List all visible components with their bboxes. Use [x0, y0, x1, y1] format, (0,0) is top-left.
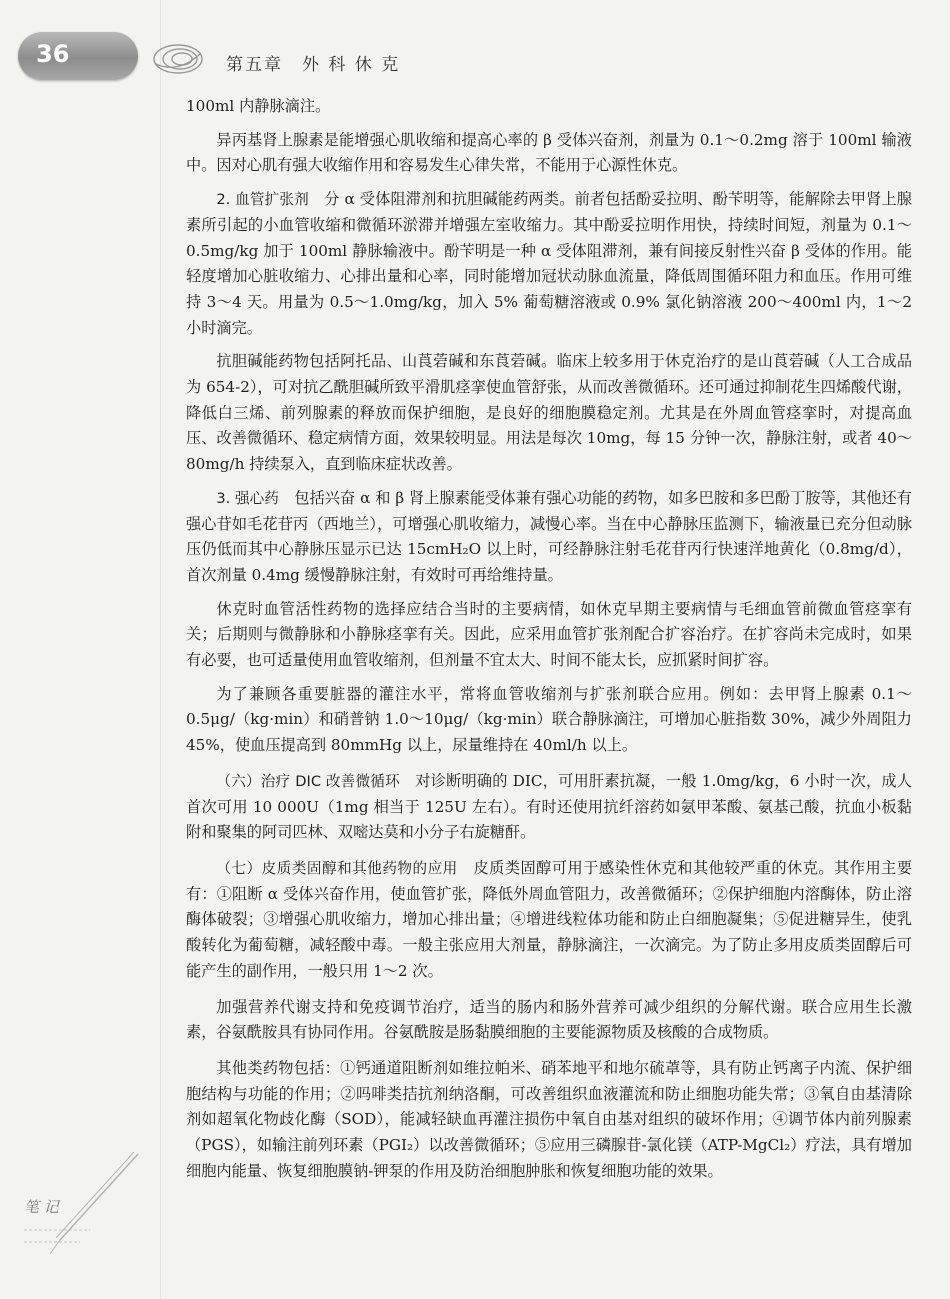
paragraph-text: 分 α 受体阻滞剂和抗胆碱能药两类。前者包括酚妥拉明、酚苄明等，能解除去甲肾上腺素所引起的小血管收缩和微循环淤滞并增强左室收缩力。其中酚妥拉明作用快，持续时间短，剂量为 0.1～0.5mg/kg 加于 100ml 静脉输液中。酚苄明是一种 α 受体阻滞剂，兼有间接反射性兴奋 β 受体的作用。能轻度增加心脏收缩力、心排出量和心率，同时能增加冠状动脉血流量，降低周围循环阻力和血压。作用可维持 3～4 天。用量为 0.5～1.0mg/kg，加入 5% 葡萄糖溶液或 0.9% 氯化钠溶液 200～400ml 内，1～2 小时滴完。 [186, 190, 912, 337]
chapter-title: 第五章 外 科 休 克 [226, 55, 401, 75]
section-heading: （七）皮质类固醇和其他药物的应用 [216, 859, 458, 877]
paragraph: 休克时血管活性药物的选择应结合当时的主要病情，如休克早期主要病情与毛细血管前微血管痉挛有关；后期则与微静脉和小静脉痉挛有关。因此，应采用血管扩张剂配合扩容治疗。在扩容尚未完成时，如果有必要，也可适量使用血管收缩剂，但剂量不宜太大、时间不能太长，应抓紧时间扩容。 [186, 599, 912, 670]
paragraph [186, 486, 912, 589]
paragraph: 其他类药物包括：①钙通道阻断剂如维拉帕米、硝苯地平和地尔硫䓬等，具有防止钙离子内流、保护细胞结构与功能的作用；②吗啡类拮抗剂纳洛酮，可改善组织血液灌流和防止细胞功能失常；③氧自由基清除剂如超氧化物歧化酶（SOD），能减轻缺血再灌注损伤中氧自由基对组织的破坏作用；④调节体内前列腺素（PGS），如输注前列环素（PGI₂）以改善微循环；⑤应用三磷腺苷-氯化镁（ATP-MgCl₂）疗法，具有增加细胞内能量、恢复细胞膜钠-钾泵的作用及防治细胞肿胀和恢复细胞功能的效果。 [186, 1058, 912, 1180]
paragraph: 抗胆碱能药物包括阿托品、山莨菪碱和东莨菪碱。临床上较多用于休克治疗的是山莨菪碱（人工合成品为 654-2），可对抗乙酰胆碱所致平滑肌痉挛使血管舒张，从而改善微循环。还可通过抑制花生四烯酸代谢，降低白三烯、前列腺素的释放而保护细胞，是良好的细胞膜稳定剂。尤其是在外周血管痉挛时，对提高血压、改善微循环、稳定病情方面，效果较明显。用法是每次 10mg，每 15 分钟一次，静脉注射，或者 40～80mg/h 持续泵入，直到临床症状改善。 [186, 352, 912, 474]
notes-label: 笔 记 [24, 1198, 59, 1216]
paragraph: 异丙基肾上腺素是能增强心肌收缩和提高心率的 β 受体兴奋剂，剂量为 0.1～0.2mg 溶于 100ml 输液中。因对心肌有强大收缩作用和容易发生心律失常，不能用于心源性休克。 [186, 130, 912, 175]
paragraph-text: 皮质类固醇可用于感染性休克和其他较严重的休克。其作用主要有：①阻断 α 受体兴奋作用，使血管扩张，降低外周血管阻力，改善微循环；②保护细胞内溶酶体，防止溶酶体破裂；③增强心肌收缩力，增加心排出量；④增进线粒体功能和防止白细胞凝集；⑤促进糖异生，使乳酸转化为葡萄糖，减轻酸中毒。一般主张应用大剂量，静脉滴注，一次滴完。为了防止多用皮质类固醇后可能产生的副作用，一般只用 1～2 次。 [186, 858, 912, 980]
paragraph: 加强营养代谢支持和免疫调节治疗，适当的肠内和肠外营养可减少组织的分解代谢。联合应用生长激素，谷氨酰胺具有协同作用。谷氨酰胺是肠黏膜细胞的主要能源物质及核酸的合成物质。 [186, 997, 912, 1042]
paragraph: 为了兼顾各重要脏器的灌注水平，常将血管收缩剂与扩张剂联合应用。例如：去甲肾上腺素 0.1～0.5μg/（kg·min）和硝普钠 1.0～10μg/（kg·min）联合静脉滴注，可增加心脏指数 30%，减少外周阻力 45%，使血压提高到 80mmHg 以上，尿量维持在 40ml/h 以上。 [186, 684, 912, 755]
body-text [186, 94, 912, 1194]
page-spine [160, 0, 161, 1299]
page-number: 36 [36, 40, 70, 68]
paragraph [186, 769, 912, 846]
paragraph-text: 对诊断明确的 DIC，可用肝素抗凝，一般 1.0mg/kg，6 小时一次，成人首次可用 10 000U（1mg 相当于 125U 左右）。有时还使用抗纤溶药如氨甲苯酸、氨基己酸，抗血小板黏附和聚集的阿司匹林、双嘧达莫和小分子右旋糖酐。 [186, 771, 912, 842]
section-heading: 2. 血管扩张剂 [216, 191, 309, 209]
pen-icon [20, 1150, 145, 1260]
paragraph: 100ml 内静脉滴注。 [186, 97, 331, 115]
section-heading: （六）治疗 DIC 改善微循环 [216, 772, 400, 790]
swirl-logo-icon [150, 40, 206, 78]
paragraph-text: 包括兴奋 α 和 β 肾上腺素能受体兼有强心功能的药物，如多巴胺和多巴酚丁胺等，其他还有强心苷如毛花苷丙（西地兰），可增强心肌收缩力，减慢心率。当在中心静脉压监测下，输液量已充分但动脉压仍低而其中心静脉压显示已达 15cmH₂O 以上时，可经静脉注射毛花苷丙行快速洋地黄化（0.8mg/d），首次剂量 0.4mg 缓慢静脉注射，有效时可再给维持量。 [186, 488, 912, 584]
section-heading: 3. 强心药 [216, 489, 279, 507]
paragraph [186, 187, 912, 341]
paragraph [186, 856, 912, 985]
